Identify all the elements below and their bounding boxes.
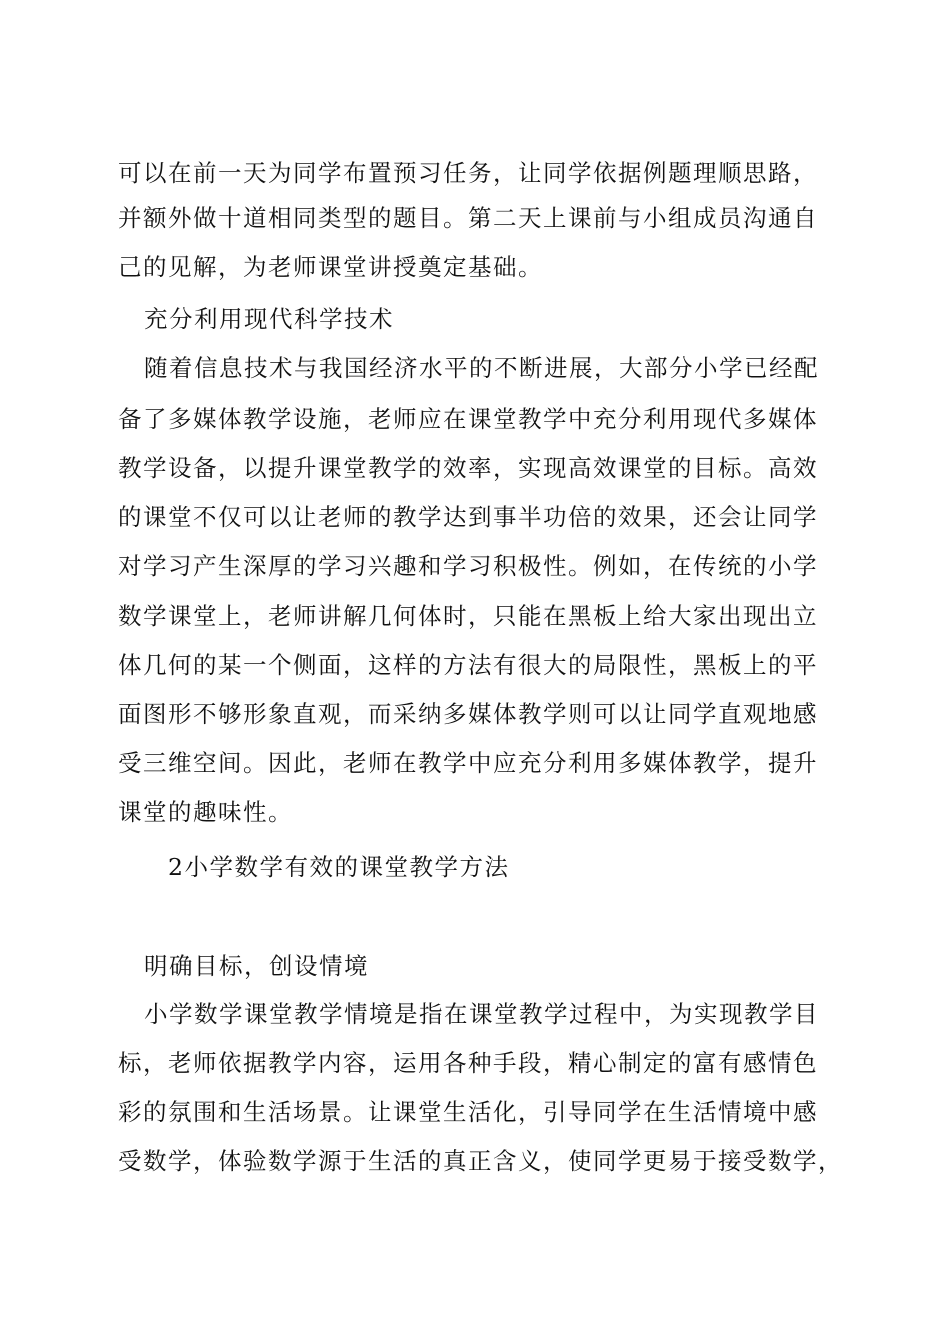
- paragraph-line: 随着信息技术与我国经济水平的不断进展，大部分小学已经配: [144, 354, 819, 382]
- paragraph-line: 面图形不够形象直观，而采纳多媒体教学则可以让同学直观地感: [118, 700, 818, 728]
- paragraph-line: 受数学，体验数学源于生活的真正含义，使同学更易于接受数学，: [118, 1147, 843, 1175]
- paragraph-line: 可以在前一天为同学布置预习任务，让同学依据例题理顺思路，: [118, 159, 818, 187]
- paragraph-line: 并额外做十道相同类型的题目。第二天上课前与小组成员沟通自: [118, 204, 818, 232]
- paragraph-line: 数学课堂上，老师讲解几何体时，只能在黑板上给大家出现出立: [118, 602, 818, 630]
- paragraph-line: 体几何的某一个侧面，这样的方法有很大的局限性，黑板上的平: [118, 651, 818, 679]
- paragraph-line: 彩的氛围和生活场景。让课堂生活化，引导同学在生活情境中感: [118, 1098, 818, 1126]
- paragraph-line: 己的见解，为老师课堂讲授奠定基础。: [118, 253, 543, 281]
- chapter-heading: 2小学数学有效的课堂教学方法: [168, 853, 510, 881]
- section-heading: 明确目标，创设情境: [144, 952, 369, 980]
- paragraph-line: 课堂的趣味性。: [118, 798, 293, 826]
- paragraph-line: 的课堂不仅可以让老师的教学达到事半功倍的效果，还会让同学: [118, 503, 818, 531]
- paragraph-line: 标，老师依据教学内容，运用各种手段，精心制定的富有感情色: [118, 1049, 818, 1077]
- paragraph-line: 对学习产生深厚的学习兴趣和学习积极性。例如，在传统的小学: [118, 552, 818, 580]
- paragraph-line: 教学设备，以提升课堂教学的效率，实现高效课堂的目标。高效: [118, 454, 818, 482]
- paragraph-line: 受三维空间。因此，老师在教学中应充分利用多媒体教学，提升: [118, 749, 818, 777]
- paragraph-line: 小学数学课堂教学情境是指在课堂教学过程中，为实现教学目: [144, 1000, 819, 1028]
- section-heading: 充分利用现代科学技术: [144, 305, 394, 333]
- paragraph-line: 备了多媒体教学设施，老师应在课堂教学中充分利用现代多媒体: [118, 405, 818, 433]
